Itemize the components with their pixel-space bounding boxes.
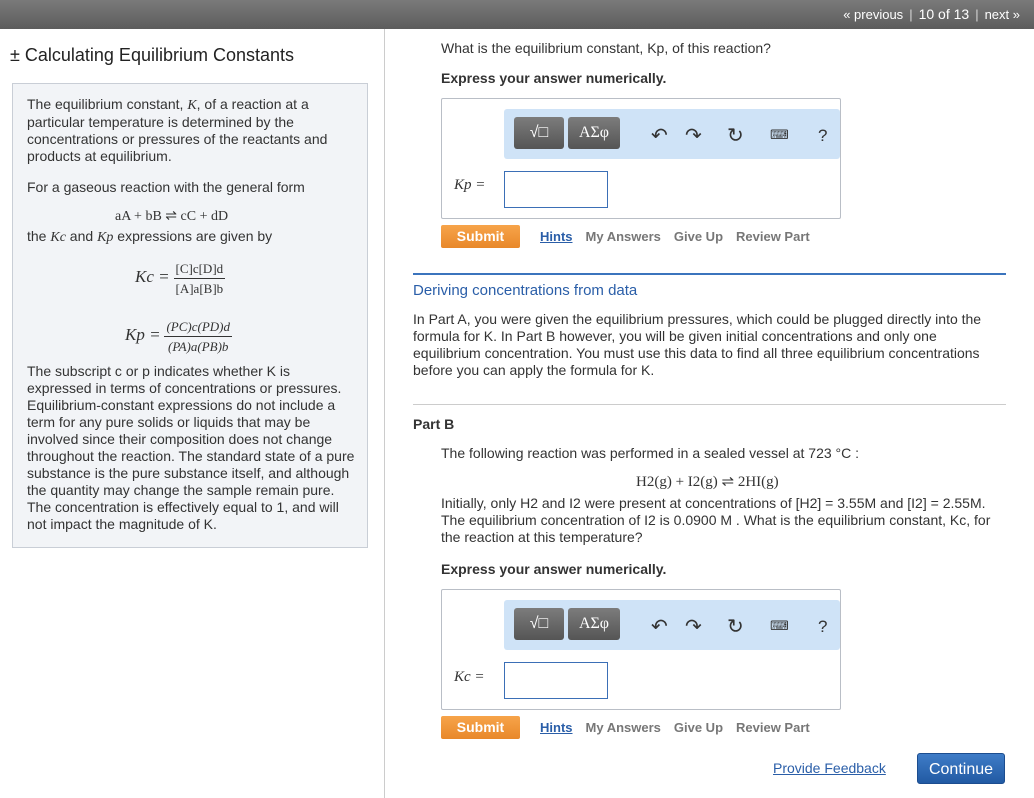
- right-column: [385, 29, 1034, 798]
- kp-input[interactable]: [504, 171, 608, 208]
- reset-icon[interactable]: ↻: [727, 616, 744, 638]
- page-count: 10 of 13: [918, 6, 970, 22]
- give-up-link[interactable]: Give Up: [673, 229, 724, 244]
- my-answers-link[interactable]: My Answers: [585, 229, 661, 244]
- templates-button[interactable]: √□: [514, 608, 564, 640]
- part-b-toolbar: [504, 600, 840, 650]
- part-b-intro: The following reaction was performed in a sealed vessel at 723 °C :: [441, 445, 860, 461]
- part-a-answer-box: [441, 98, 841, 219]
- reset-icon[interactable]: ↻: [727, 125, 744, 147]
- redo-icon[interactable]: ↷: [685, 616, 702, 638]
- part-b-instruction: Express your answer numerically.: [441, 561, 667, 577]
- my-answers-link[interactable]: My Answers: [585, 720, 661, 735]
- provide-feedback-link[interactable]: Provide Feedback: [773, 760, 886, 776]
- kc-input[interactable]: [504, 662, 608, 699]
- kc-label: Kc =: [454, 669, 485, 685]
- part-b-submit-button[interactable]: Submit: [441, 716, 520, 739]
- hints-link[interactable]: Hints: [540, 720, 573, 735]
- intro-text: The equilibrium constant, K, of a reaction at a particular temperature is determined by the concentrations or pressures of the reactants and products at equilibrium.: [27, 96, 328, 164]
- give-up-link[interactable]: Give Up: [673, 720, 724, 735]
- part-a-toolbar: [504, 109, 840, 159]
- info-panel: [12, 83, 368, 548]
- kp-formula: Kp = $\frac{(PC)c(PD)d}{(PA)a(PB)b}$: [125, 319, 230, 354]
- kc-formula: Kc = $\frac{[C]c[D]d}{[A]a[B]b}$: [135, 261, 224, 296]
- hints-link[interactable]: Hints: [540, 229, 573, 244]
- undo-icon[interactable]: ↶: [651, 125, 668, 147]
- keyboard-icon[interactable]: ⌨: [770, 618, 789, 633]
- help-icon[interactable]: ?: [818, 617, 828, 636]
- previous-link[interactable]: « previous: [843, 7, 904, 22]
- templates-button[interactable]: √□: [514, 117, 564, 149]
- redo-icon[interactable]: ↷: [685, 125, 702, 147]
- help-icon[interactable]: ?: [818, 126, 828, 145]
- section-divider: [413, 273, 1006, 275]
- symbols-button[interactable]: ΑΣφ: [568, 608, 620, 640]
- part-a-instruction: Express your answer numerically.: [441, 70, 667, 86]
- keyboard-icon[interactable]: ⌨: [770, 127, 789, 142]
- review-part-link[interactable]: Review Part: [736, 720, 810, 735]
- part-b-reaction: H2(g) + I2(g) ⇌ 2HI(g): [636, 474, 779, 490]
- part-a-question: What is the equilibrium constant, Kp, of this reaction?: [441, 40, 771, 56]
- review-part-link[interactable]: Review Part: [736, 229, 810, 244]
- top-bar: [0, 0, 1034, 29]
- continue-button[interactable]: Continue: [917, 753, 1005, 784]
- expression-text: the Kc and Kp expressions are given by: [27, 228, 273, 245]
- part-a-links: [540, 229, 823, 244]
- page-title: ± Calculating Equilibrium Constants: [10, 45, 295, 65]
- subscript-explanation: The subscript c or p indicates whether K is expressed in terms of concentrations or pressures. Equilibrium-constant expressions do not include a term for any pure solids or liquids that may be involved since their composition does not change throughout the reaction. The standard state of a pure substance is the pure substance itself, and although the quantity may change the sample remain pure. The concentration is effectively equal to 1, and will not impact the magnitude of K.: [27, 363, 355, 532]
- pagination: « previous | 10 of 13 | next »: [843, 6, 1020, 22]
- part-b-answer-box: [441, 589, 841, 710]
- deriving-heading: Deriving concentrations from data: [413, 282, 638, 299]
- kp-label: Kp =: [454, 177, 486, 193]
- undo-icon[interactable]: ↶: [651, 616, 668, 638]
- left-column: [0, 29, 385, 798]
- next-link[interactable]: next »: [984, 7, 1020, 22]
- part-b-heading: Part B: [413, 416, 455, 432]
- general-form-text: For a gaseous reaction with the general form: [27, 179, 305, 195]
- part-divider: [413, 404, 1006, 405]
- part-a-submit-button[interactable]: Submit: [441, 225, 520, 248]
- general-reaction: aA + bB ⇌ cC + dD: [115, 209, 229, 224]
- symbols-button[interactable]: ΑΣφ: [568, 117, 620, 149]
- part-b-links: [540, 720, 823, 735]
- deriving-text: In Part A, you were given the equilibrium pressures, which could be plugged directly into the formula for K. In Part B however, you will be given initial concentrations and only one equilibrium concentration. You must use this data to find all three equilibrium concentrations before you can apply the formula for K.: [413, 311, 982, 378]
- part-b-text: Initially, only H2 and I2 were present at concentrations of [H2] = 3.55M and [I2] = 2.55M. The equilibrium concentration of I2 is 0.0900 M . What is the equilibrium constant, Kc, for the reaction at this temperature?: [441, 495, 991, 545]
